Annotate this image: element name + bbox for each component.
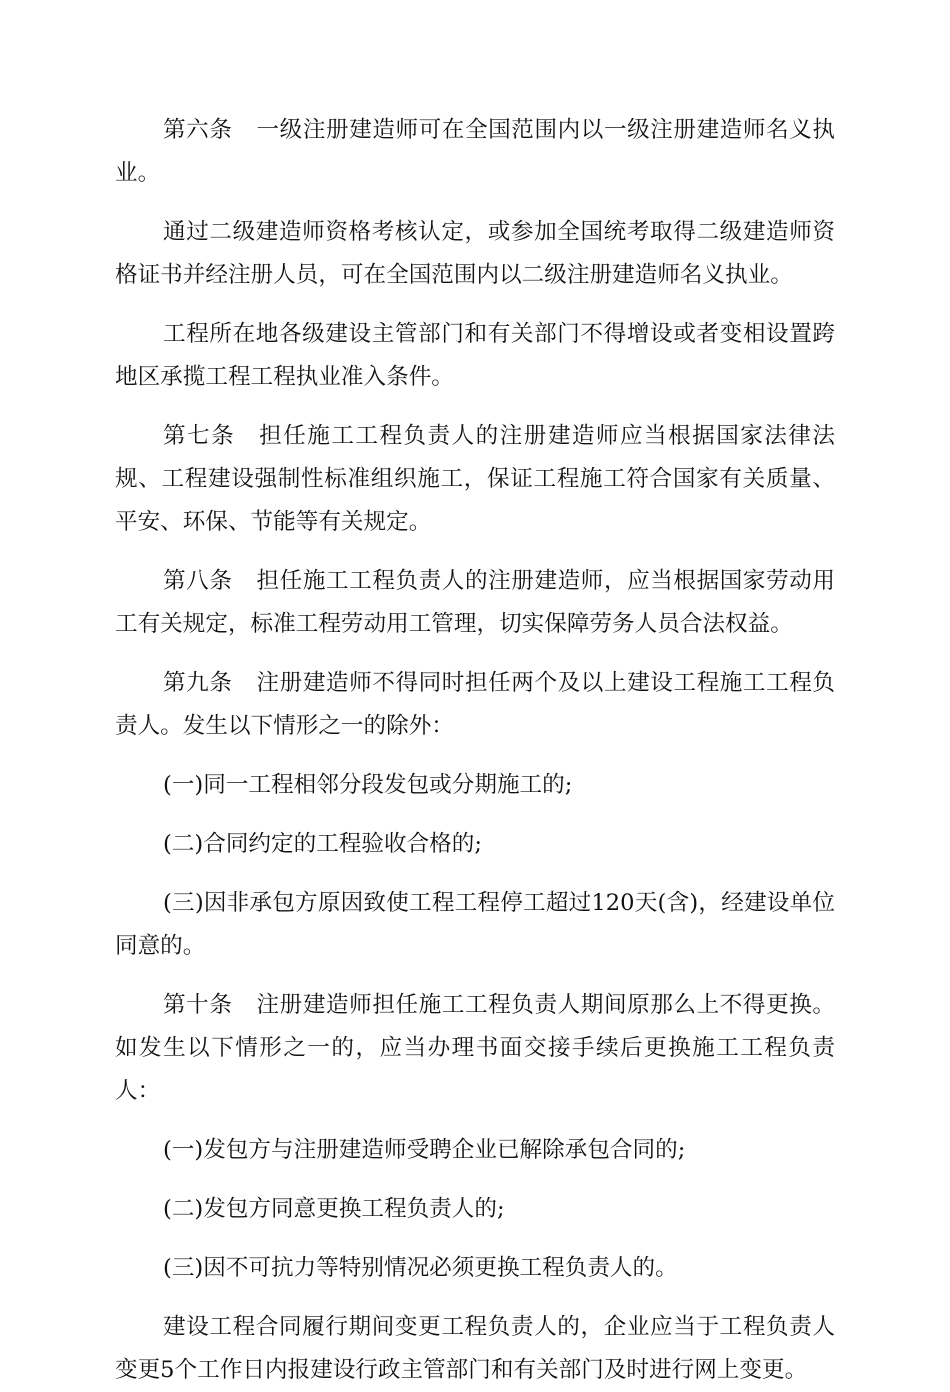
paragraph-article-8 [115, 560, 835, 646]
paragraph-text: 担任施工工程负责人的注册建造师应当根据国家法律法规、工程建设强制性标准组织施工，保证工程施工符合国家有关质量、平安、环保、节能等有关规定。 [115, 423, 836, 535]
paragraph-text: 建设工程合同履行期间变更工程负责人的，企业应当于工程负责人变更5个工作日内报建设行政主管部门和有关部门及时进行网上变更。 [115, 1314, 835, 1383]
paragraph-article-7 [115, 415, 835, 544]
paragraph-article-10 [115, 984, 835, 1113]
article-number: 第八条 [163, 568, 233, 594]
paragraph-text: 注册建造师不得同时担任两个及以上建设工程施工工程负责人。发生以下情形之一的除外： [115, 670, 836, 739]
paragraph-article-9 [115, 662, 835, 748]
paragraph-article-6 [115, 109, 835, 195]
paragraph [115, 211, 835, 297]
paragraph-text: (三)因非承包方原因致使工程工程停工超过120天(含)，经建设单位同意的。 [115, 890, 835, 959]
list-item [115, 1188, 835, 1231]
paragraph-text: (二)合同约定的工程验收合格的; [163, 831, 482, 857]
paragraph-text: (一)发包方与注册建造师受聘企业已解除承包合同的; [163, 1137, 686, 1163]
paragraph-text: 担任施工工程负责人的注册建造师，应当根据国家劳动用工有关规定，标准工程劳动用工管理，切实保障劳务人员合法权益。 [115, 568, 836, 637]
list-item [115, 764, 835, 807]
list-item [115, 823, 835, 866]
paragraph [115, 1306, 835, 1392]
paragraph-text: 注册建造师担任施工工程负责人期间原那么上不得更换。如发生以下情形之一的，应当办理书面交接手续后更换施工工程负责人： [115, 992, 836, 1104]
paragraph-text: (二)发包方同意更换工程负责人的; [163, 1196, 505, 1222]
paragraph-text: 通过二级建造师资格考核认定，或参加全国统考取得二级建造师资格证书并经注册人员，可在全国范围内以二级注册建造师名义执业。 [115, 219, 835, 288]
list-item [115, 1247, 835, 1290]
paragraph-text: 一级注册建造师可在全国范围内以一级注册建造师名义执业。 [115, 117, 836, 186]
paragraph [115, 313, 835, 399]
article-number: 第十条 [163, 992, 233, 1018]
paragraph-text: (一)同一工程相邻分段发包或分期施工的; [163, 772, 573, 798]
list-item [115, 1129, 835, 1172]
article-number: 第九条 [163, 670, 233, 696]
list-item [115, 882, 835, 968]
paragraph-text: 工程所在地各级建设主管部门和有关部门不得增设或者变相设置跨地区承揽工程工程执业准入条件。 [115, 321, 835, 390]
article-number: 第六条 [163, 117, 233, 143]
paragraph-text: (三)因不可抗力等特别情况必须更换工程负责人的。 [163, 1255, 678, 1281]
document-body [115, 109, 835, 1392]
article-number: 第七条 [163, 423, 236, 449]
